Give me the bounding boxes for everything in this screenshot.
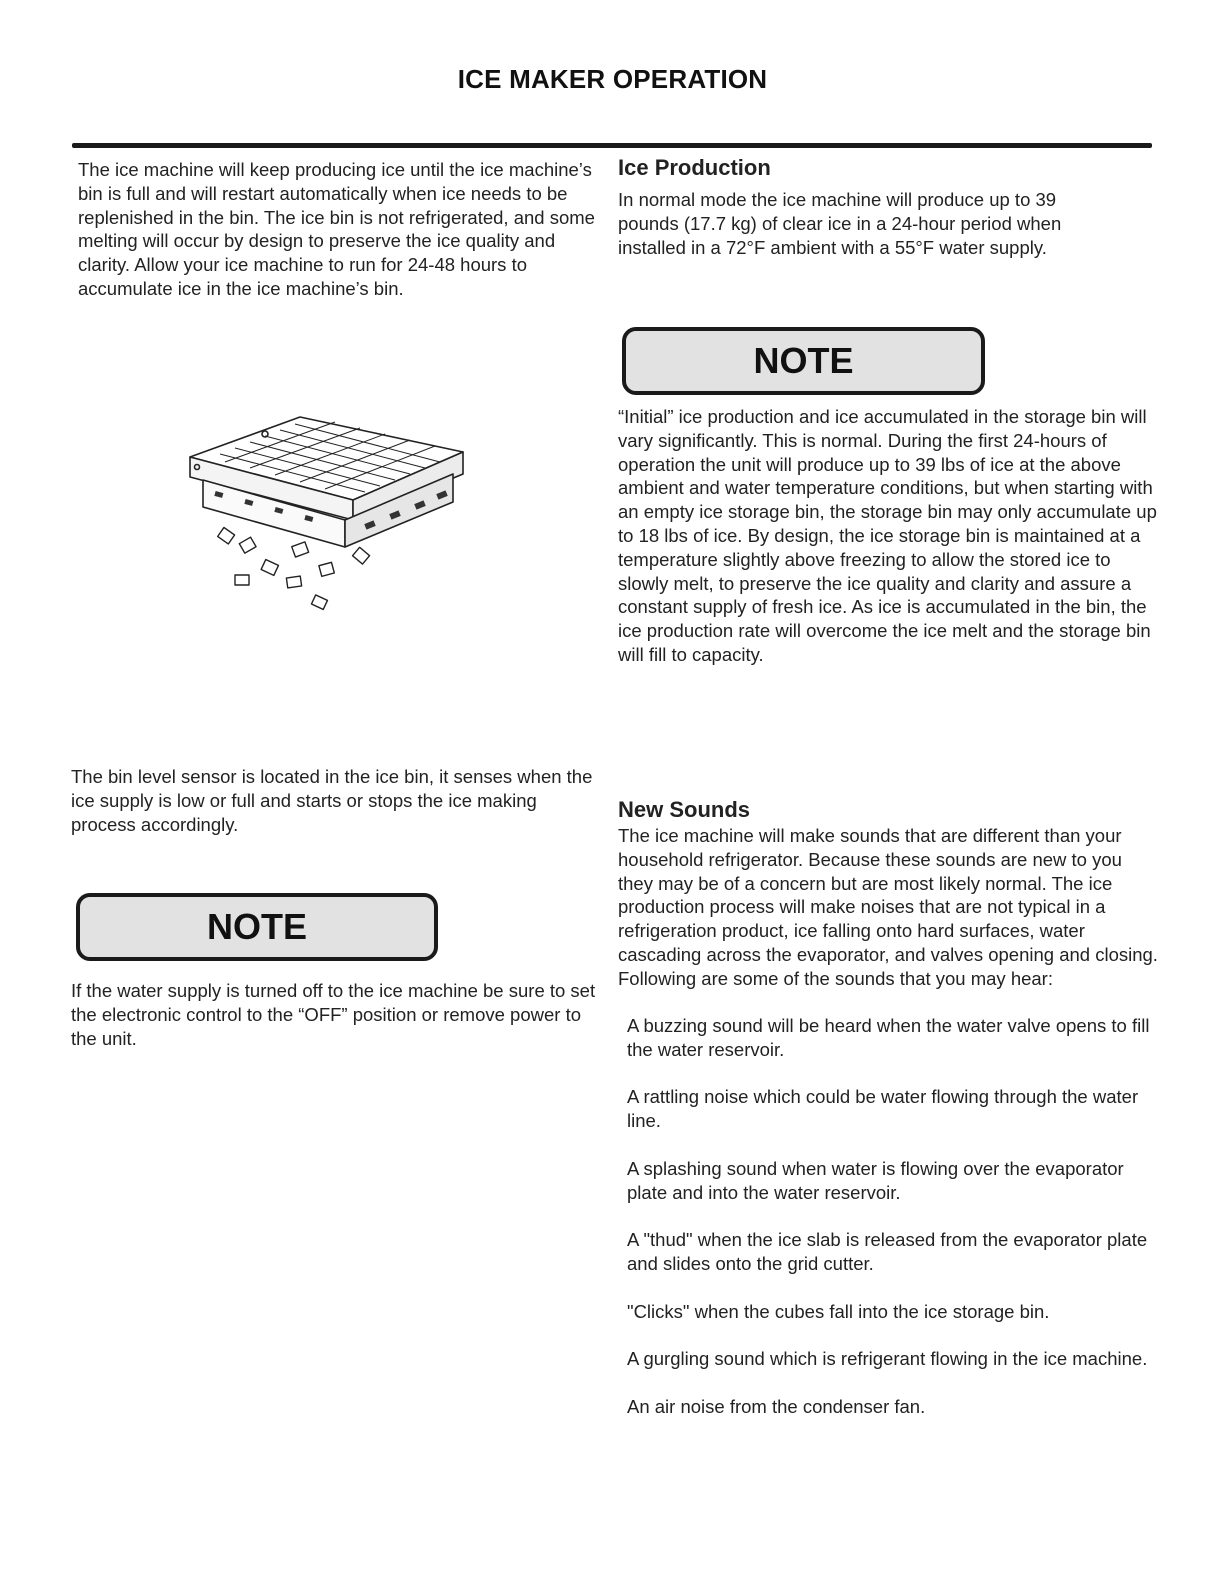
sounds-list bbox=[627, 1014, 1167, 1442]
note-box-right: NOTE bbox=[622, 327, 985, 395]
new-sounds-paragraph: The ice machine will make sounds that are different than your household refrigerator. Because these sounds are new to you they may be of a concern but are most likely normal. The ice production process will make noises that are not typical in a refrigeration product, ice falling onto hard surfaces, water cascading across the evaporator, and valves opening and closing. Following are some of the sounds that you may hear: bbox=[618, 825, 1158, 989]
list-item: A buzzing sound will be heard when the water valve opens to fill the water reservoir. bbox=[627, 1015, 1150, 1060]
list-item: A "thud" when the ice slab is released from the evaporator plate and slides onto the grid cutter. bbox=[627, 1229, 1148, 1274]
title-divider bbox=[72, 143, 1152, 148]
bin-sensor-paragraph: The bin level sensor is located in the ice bin, it senses when the ice supply is low or full and starts or stops the ice making process accordingly. bbox=[71, 766, 593, 835]
initial-production-note: “Initial” ice production and ice accumulated in the storage bin will vary significantly. This is normal. During the first 24-hours of operation the unit will produce up to 39 lbs of ice at the above ambient and water temperature conditions, but when starting with an empty ice storage bin, the storage bin may only accumulate up to 18 lbs of ice. By design, the ice storage bin is maintained at a temperature slightly above freezing to allow the stored ice to slowly melt, to preserve the ice quality and clarity and assure a constant supply of fresh ice. As ice is accumulated in the bin, the ice production rate will overcome the ice melt and the storage bin will fill to capacity. bbox=[618, 406, 1157, 665]
new-sounds-heading: New Sounds bbox=[618, 797, 751, 822]
list-item: A gurgling sound which is refrigerant flowing in the ice machine. bbox=[627, 1348, 1148, 1370]
list-item: "Clicks" when the cubes fall into the ice storage bin. bbox=[627, 1300, 1050, 1322]
ice-production-heading: Ice Production bbox=[618, 155, 771, 180]
ice-production-paragraph: In normal mode the ice machine will produce up to 39 pounds (17.7 kg) of clear ice in a 24-hour period when installed in a 72°F ambient with a 55°F water supply. bbox=[618, 189, 1062, 258]
water-supply-note: If the water supply is turned off to the ice machine be sure to set the electronic control to the “OFF” position or remove power to the unit. bbox=[71, 980, 596, 1049]
ice-grid-cutter-illustration bbox=[185, 412, 475, 622]
list-item: A rattling noise which could be water flowing through the water line. bbox=[627, 1086, 1139, 1132]
page-title: ICE MAKER OPERATION bbox=[457, 64, 768, 94]
list-item: A splashing sound when water is flowing over the evaporator plate and into the water reservoir. bbox=[627, 1157, 1124, 1203]
list-item: An air noise from the condenser fan. bbox=[627, 1395, 926, 1417]
note-box-left: NOTE bbox=[76, 893, 438, 961]
intro-paragraph: The ice machine will keep producing ice until the ice machine’s bin is full and will restart automatically when ice needs to be replenished in the bin. The ice bin is not refrigerated, and some melting will occur by design to preserve the ice quality and clarity. Allow your ice machine to run for 24-48 hours to accumulate ice in the ice machine’s bin. bbox=[78, 159, 595, 299]
